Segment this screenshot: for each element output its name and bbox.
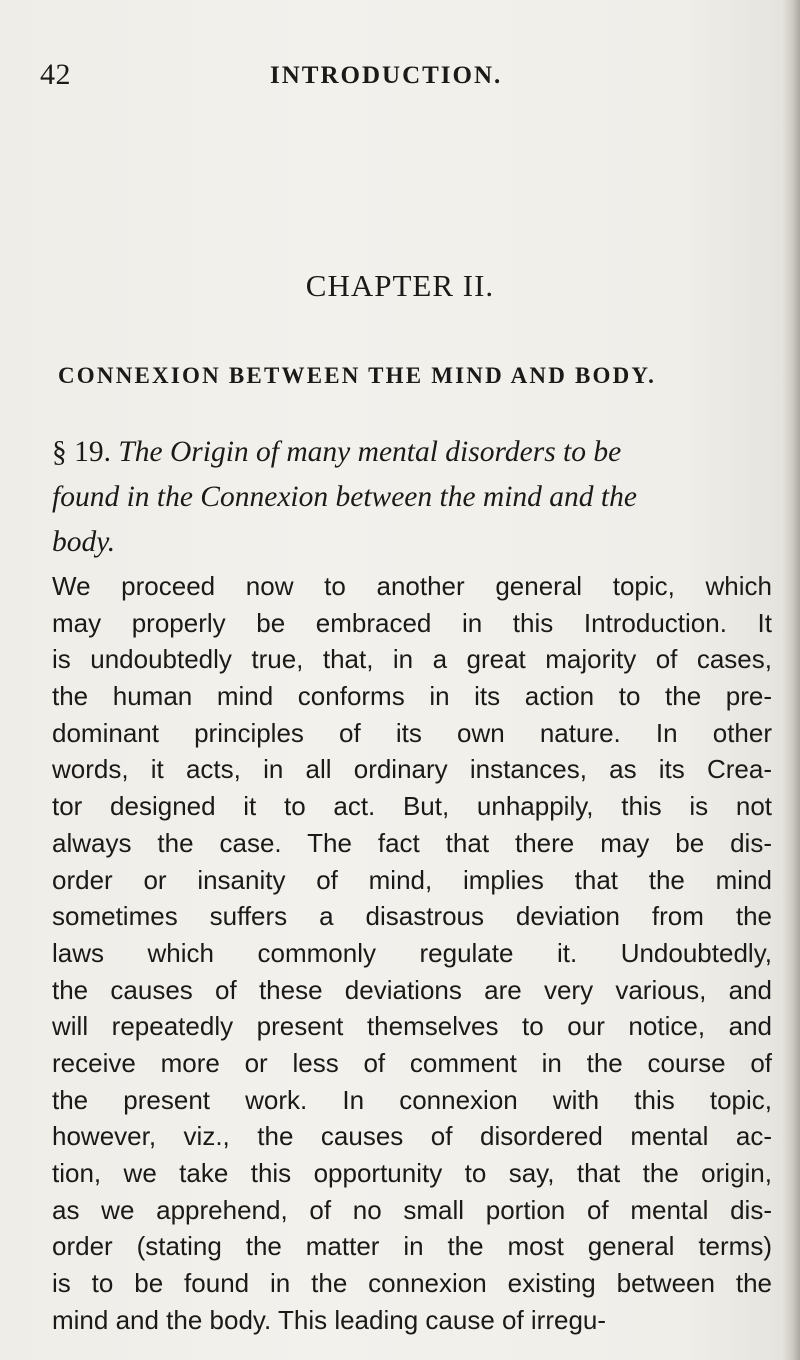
text-line: the causes of these deviations are very various, and: [52, 974, 772, 1005]
text-line: sometimes suffers a disastrous deviation from the: [52, 901, 772, 932]
section-heading-line: found in the Connexion between the mind and the: [52, 481, 637, 513]
text-line: is undoubtedly true, that, in a great majority of cases,: [52, 644, 772, 675]
text-line: however, viz., the causes of disordered mental ac-: [52, 1121, 772, 1152]
text-line: order (stating the matter in the most general terms): [52, 1231, 772, 1262]
text-line: as we apprehend, of no small portion of mental dis-: [52, 1194, 772, 1225]
text-line: We proceed now to another general topic, which: [52, 571, 772, 601]
section-heading-line: [52, 430, 772, 475]
text-line: tor designed it to act. But, unhappily, this is not: [52, 791, 772, 822]
text-line: will repeatedly present themselves to our notice, and: [52, 1011, 772, 1042]
text-line: is to be found in the connexion existing between the: [52, 1268, 772, 1299]
body-text: [52, 568, 772, 1338]
text-line: the present work. In connexion with this topic,: [52, 1084, 772, 1115]
text-line: always the case. The fact that there may be dis-: [52, 827, 772, 858]
section-heading: [52, 430, 772, 565]
text-line: mind and the body. This leading cause of irregu-: [52, 1304, 607, 1335]
section-number: § 19.: [52, 436, 111, 468]
text-line: tion, we take this opportunity to say, that the origin,: [52, 1158, 772, 1188]
running-head: [40, 58, 760, 98]
text-line: laws which commonly regulate it. Undoubtedly,: [52, 937, 772, 968]
chapter-title: CHAPTER II.: [305, 268, 495, 303]
text-line: the human mind conforms in its action to the pre-: [52, 681, 772, 712]
page-number: 42: [40, 58, 71, 91]
section-heading-text: The Origin of many mental disorders to be: [118, 436, 622, 468]
running-title: INTRODUCTION.: [270, 62, 503, 89]
chapter-subtitle: CONNEXION BETWEEN THE MIND AND BODY.: [58, 363, 657, 388]
text-line: receive more or less of comment in the course of: [52, 1047, 772, 1078]
text-line: order or insanity of mind, implies that the mind: [52, 864, 772, 895]
page-edge-shadow: [782, 0, 800, 1360]
text-line: words, it acts, in all ordinary instances, as its Crea-: [52, 754, 772, 785]
section-heading-line: body.: [52, 526, 116, 558]
text-line: dominant principles of its own nature. In other: [52, 717, 772, 748]
text-line: may properly be embraced in this Introduction. It: [52, 607, 772, 638]
